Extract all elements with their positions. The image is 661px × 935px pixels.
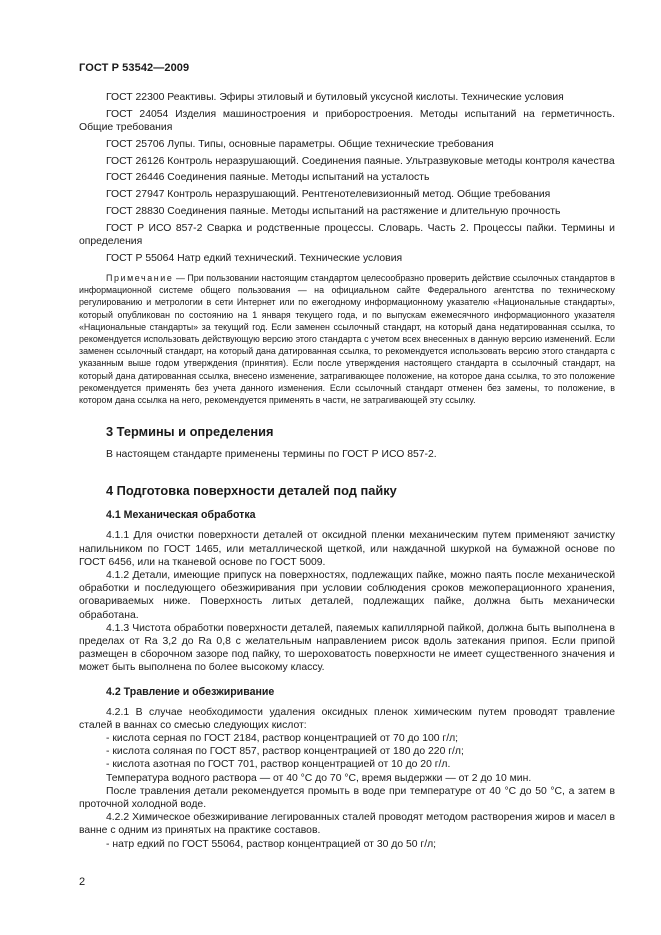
- section-3-text: В настоящем стандарте применены термины по ГОСТ Р ИСО 857-2.: [106, 449, 437, 461]
- reference-item: ГОСТ Р ИСО 857-2 Сварка и родственные процессы. Словарь. Часть 2. Процессы пайки. Термины и определения: [79, 222, 615, 247]
- reference-item: ГОСТ 28830 Соединения паяные. Методы испытаний на растяжение и длительную прочность: [106, 205, 561, 217]
- paragraph-4-2-1: 4.2.1 В случае необходимости удаления оксидных пленок химическим путем проводят травление сталей в ваннах со смесью следующих кислот:: [79, 706, 615, 731]
- paragraph-4-1-2: 4.1.2 Детали, имеющие припуск на поверхностях, подлежащих пайке, можно паять после механической обработки и последующего обезжиривания при условии соблюдения сроков межоперационного хранения, оговариваемых ниже. Поверхность литых деталей, подлежащих пайке, должна быть механически обработана.: [79, 570, 615, 621]
- note-text: — При пользовании настоящим стандартом целесообразно проверить действие ссылочных стандартов в информационной системе общего пользования — на официальном сайте Федерального агентства по техническому регулированию и метрологии в сети Интернет или по ежегодному информационному указателю «Национальные стандарты», который опубликован по состоянию на 1 января текущего года, и по выпускам ежемесячного информационного указателя «Национальные стандарты» за текущий год. Если заменен ссылочный стандарт, на который дана недатированная ссылка, то рекомендуется использовать действующую версию этого стандарта с учетом всех внесенных в данную версию изменений. Если заменен ссылочный стандарт, на который дана датированная ссылка, то рекомендуется использовать версию этого стандарта с указанным выше годом утверждения (принятия). Если после утверждения настоящего стандарта в ссылочный стандарт, на который дана датированная ссылка, внесено изменение, затрагивающее положение, на которое дана ссылка, то это положение рекомендуется применять без учета данного изменения. Если ссылочный стандарт отменен без замены, то положение, в котором дана ссылка на него, рекомендуется применять в части, не затрагивающей эту ссылку.: [79, 272, 615, 406]
- paragraph-4-1-1: 4.1.1 Для очистки поверхности деталей от оксидной пленки механическим путем применяют зачистку напильником по ГОСТ 1465, или металлической щеткой, или наждачной шкуркой на бумажной основе по ГОСТ 6456, или на тканевой основе по ГОСТ 5009.: [79, 530, 615, 568]
- subsection-4-1-title: 4.1 Механическая обработка: [106, 509, 256, 522]
- page-number: 2: [79, 876, 86, 888]
- paragraph-4-2-2: 4.2.2 Химическое обезжиривание легированных сталей проводят методом растворения жиров и масел в ванне с одним из принятых на практике составов.: [79, 812, 615, 837]
- note-paragraph: [79, 272, 615, 406]
- note-label: Примечание: [106, 272, 174, 283]
- acid-list-item: - кислота серная по ГОСТ 2184, раствор концентрацией от 70 до 100 г/л;: [106, 733, 459, 745]
- document-header: ГОСТ Р 53542—2009: [79, 62, 190, 74]
- reference-item: ГОСТ 26126 Контроль неразрушающий. Соединения паяные. Ультразвуковые методы контроля качества: [106, 155, 615, 167]
- rinse-paragraph: После травления детали рекомендуется промыть в воде при температуре от 40 °С до 50 °С, а затем в проточной холодной воде.: [79, 785, 615, 811]
- acid-list-item: - кислота соляная по ГОСТ 857, раствор концентрацией от 180 до 220 г/л;: [106, 746, 464, 758]
- section-4-title: 4 Подготовка поверхности деталей под пайку: [106, 483, 397, 499]
- reference-item: ГОСТ Р 55064 Натр едкий технический. Технические условия: [106, 252, 403, 264]
- acid-list-item: - кислота азотная по ГОСТ 701, раствор концентрацией от 10 до 20 г/л.: [106, 759, 451, 771]
- reference-item: ГОСТ 27947 Контроль неразрушающий. Рентгенотелевизионный метод. Общие требования: [106, 189, 551, 201]
- page-body: [79, 91, 615, 851]
- paragraph-4-1-3: 4.1.3 Чистота обработки поверхности деталей, паяемых капиллярной пайкой, должна быть выполнена в пределах от Ra 3,2 до Ra 0,8 с желательным направлением рисок вдоль затекания припоя. Если припой размещен в сборочном зазоре под пайку, то шероховатость поверхности не имеет существенного значения и может быть выполнена по более высокому классу.: [79, 622, 615, 674]
- subsection-4-2-title: 4.2 Травление и обезжиривание: [106, 685, 275, 698]
- reference-item: ГОСТ 26446 Соединения паяные. Методы испытаний на усталость: [106, 172, 430, 184]
- caustic-list-item: - натр едкий по ГОСТ 55064, раствор концентрацией от 30 до 50 г/л;: [106, 838, 437, 850]
- temperature-paragraph: Температура водного раствора — от 40 °С до 70 °С, время выдержки — от 2 до 10 мин.: [106, 772, 532, 784]
- reference-item: ГОСТ 24054 Изделия машиностроения и приборостроения. Методы испытаний на герметичность. Общие требования: [79, 108, 615, 133]
- reference-item: ГОСТ 22300 Реактивы. Эфиры этиловый и бутиловый уксусной кислоты. Технические условия: [106, 92, 564, 103]
- section-3-title: 3 Термины и определения: [106, 424, 274, 440]
- reference-item: ГОСТ 25706 Лупы. Типы, основные параметры. Общие технические требования: [106, 138, 494, 150]
